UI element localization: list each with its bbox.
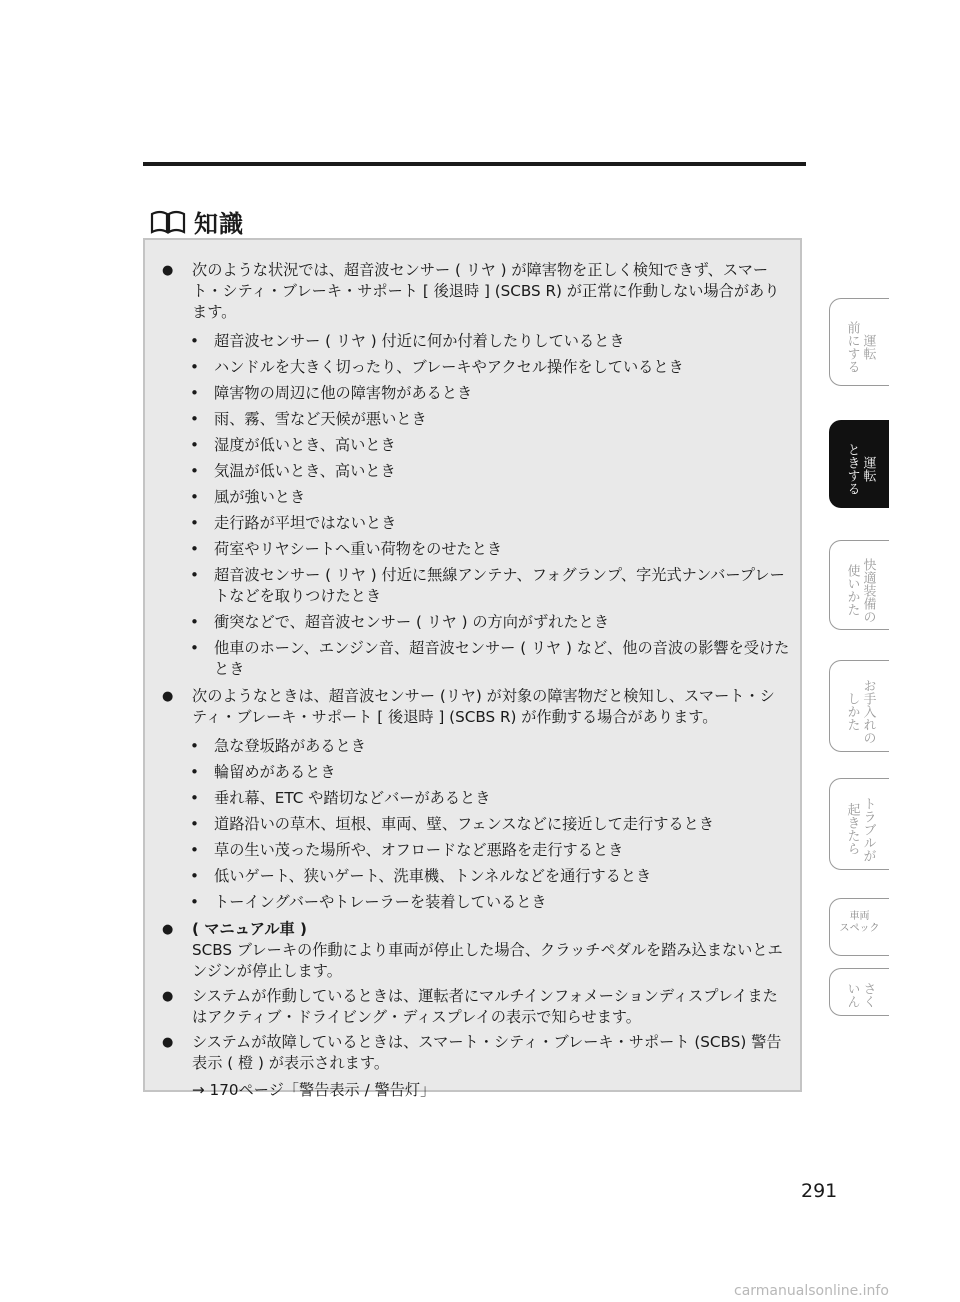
tab-maintenance[interactable] xyxy=(829,660,889,752)
sub-item: • 風が強いとき xyxy=(145,487,800,508)
system-bullet: ● システムが作動しているときは、運転者にマルチインフォメーションディスプレイまたはアクティブ・ドライビング・ディスプレイの表示で知らせます。 xyxy=(145,986,800,1028)
knowledge-box xyxy=(143,238,802,1099)
sub-item: • 気温が低いとき、高いとき xyxy=(145,461,800,482)
sub-item: • 衝突などで、超音波センサー ( リヤ ) の方向がずれたとき xyxy=(145,612,800,633)
tab-trouble[interactable] xyxy=(829,778,889,870)
sub-item: • 障害物の周辺に他の障害物があるとき xyxy=(145,383,800,404)
tab-col: いん xyxy=(844,982,860,1008)
sub-item: • 走行路が平坦ではないとき xyxy=(145,513,800,534)
manual-title: ● ( マニュアル車 ) xyxy=(145,919,800,940)
sub-item: • ハンドルを大きく切ったり、ブレーキやアクセル操作をしているとき xyxy=(145,357,800,378)
tab-col: ときする xyxy=(844,443,860,495)
tab-col: さく xyxy=(860,982,876,1008)
sub-item: • トーイングバーやトレーラーを装着しているとき xyxy=(145,892,800,913)
sub-item: • 草の生い茂った場所や、オフロードなど悪路を走行するとき xyxy=(145,840,800,861)
tab-when-driving[interactable] xyxy=(829,420,889,508)
tab-col: トラブルが xyxy=(860,796,876,862)
sub-item: • 湿度が低いとき、高いとき xyxy=(145,435,800,456)
tab-col: 使いかた xyxy=(844,564,860,616)
heading-text: 知識 xyxy=(194,210,244,238)
knowledge-heading xyxy=(150,204,244,239)
sub-item: • 急な登坂路があるとき xyxy=(145,736,800,757)
tab-col: お手入れの xyxy=(860,678,876,744)
tab-label: スペック xyxy=(839,923,880,934)
sub-item: • 雨、霧、雪など天候が悪いとき xyxy=(145,409,800,430)
page-number: 291 xyxy=(801,1180,838,1202)
tab-index[interactable] xyxy=(829,968,889,1016)
bullet-item: ● 次のような状況では、超音波センサー ( リヤ ) が障害物を正しく検知できず、スマート・シティ・ブレーキ・サポート [ 後退時 ] (SCBS R) が正常に作動しない場合があります。 xyxy=(145,260,800,323)
sub-list xyxy=(145,331,800,682)
sub-item: • 輪留めがあるとき xyxy=(145,762,800,783)
sub-item: • 他車のホーン、エンジン音、超音波センサー ( リヤ ) など、他の音波の影響を受けたとき xyxy=(145,638,800,680)
tab-col: 前にする xyxy=(844,321,860,373)
sub-item: • 荷室やリヤシートへ重い荷物をのせたとき xyxy=(145,539,800,560)
sub-item: • 垂れ幕、ETC や踏切などバーがあるとき xyxy=(145,788,800,809)
failure-bullet: ● システムが故障しているときは、スマート・シティ・ブレーキ・サポート (SCBS) 警告表示 ( 橙 ) が表示されます。 xyxy=(145,1032,800,1074)
watermark: carmanualsonline.info xyxy=(734,1283,889,1299)
top-rule xyxy=(143,162,806,166)
tab-col: 快適装備の xyxy=(860,557,876,623)
manual-body: SCBS ブレーキの作動により車両が停止した場合、クラッチペダルを踏み込まないとエンジンが停止します。 xyxy=(192,941,783,980)
sub-item: • 超音波センサー ( リヤ ) 付近に無線アンテナ、フォグランプ、字光式ナンバープレートなどを取りつけたとき xyxy=(145,565,800,607)
sub-item: • 低いゲート、狭いゲート、洗車機、トンネルなどを通行するとき xyxy=(145,866,800,887)
tab-before-driving[interactable] xyxy=(829,298,889,386)
tab-comfort-equipment[interactable] xyxy=(829,540,889,630)
tab-label: 車両 xyxy=(849,911,870,922)
tab-vehicle-spec[interactable] xyxy=(829,898,889,956)
page-reference: → 170ページ「警告表示 / 警告灯」 xyxy=(192,1081,436,1099)
tab-col: 運転 xyxy=(860,334,876,360)
box-content xyxy=(145,260,800,1101)
sub-list xyxy=(145,736,800,915)
sub-item: • 超音波センサー ( リヤ ) 付近に何か付着したりしているとき xyxy=(145,331,800,352)
bullet-item: ● 次のようなときは、超音波センサー (リヤ) が対象の障害物だと検知し、スマート・シティ・ブレーキ・サポート [ 後退時 ] (SCBS R) が作動する場合があります。 xyxy=(145,686,800,728)
tab-col: しかた xyxy=(844,691,860,731)
tab-col: 起きたら xyxy=(844,803,860,855)
sub-item: • 道路沿いの草木、垣根、車両、壁、フェンスなどに接近して走行するとき xyxy=(145,814,800,835)
tab-col: 運転 xyxy=(860,456,876,482)
book-icon xyxy=(150,208,186,236)
